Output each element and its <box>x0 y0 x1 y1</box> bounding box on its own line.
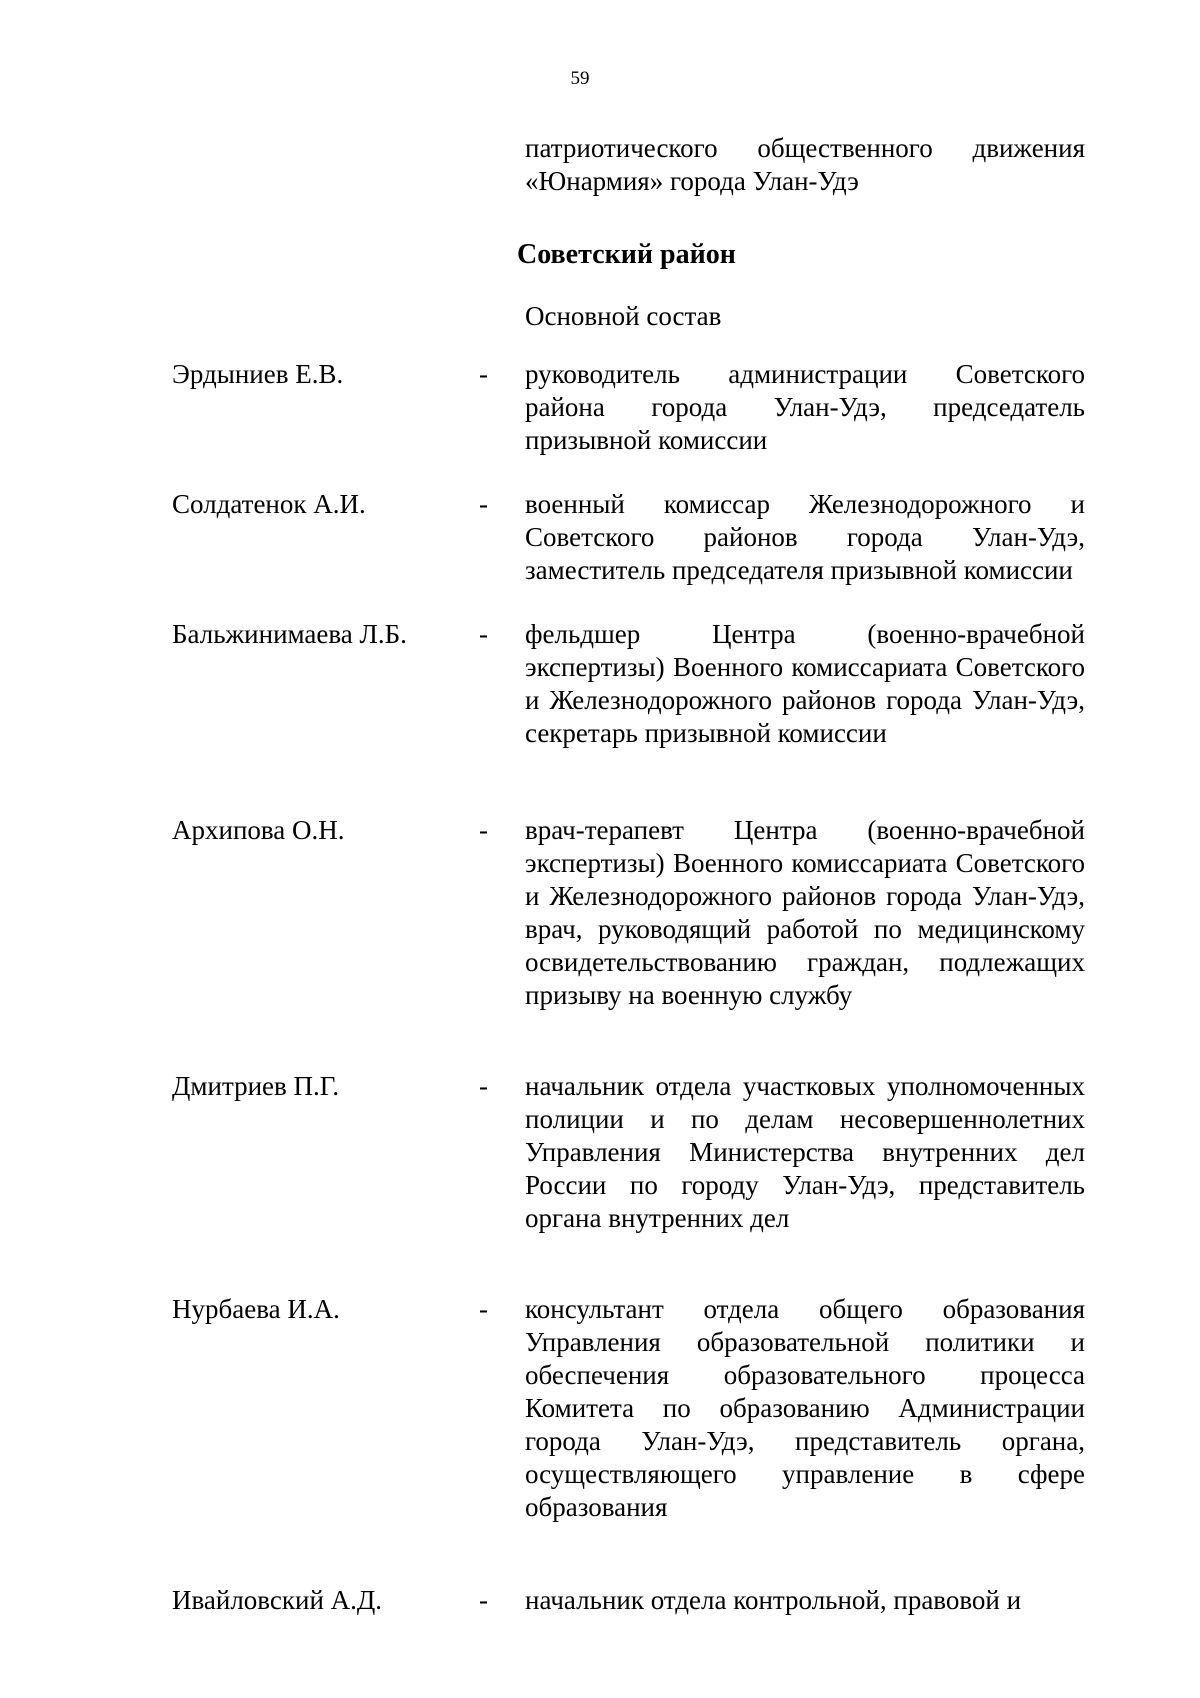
member-separator: - <box>479 359 488 389</box>
member-separator: - <box>479 489 488 519</box>
member-name: Дмитриев П.Г. <box>172 1071 340 1101</box>
member-role: руководитель администрации Советского района города Улан-Удэ, председатель призывной комиссии <box>525 359 1085 455</box>
section-title: Советский район <box>517 239 736 270</box>
member-role: начальник отдела контрольной, правовой и <box>525 1585 1022 1615</box>
subsection-title: Основной состав <box>525 301 722 331</box>
member-name: Эрдыниев Е.В. <box>172 359 344 389</box>
member-name: Архипова О.Н. <box>172 815 345 845</box>
member-role: врач-терапевт Центра (военно-врачебной экспертизы) Военного комиссариата Советского и Железнодорожного районов города Улан-Удэ, врач, руководящий работой по медицинскому освидетельствованию граждан, подлежащих призыву на военную службу <box>525 815 1085 1010</box>
member-name: Ивайловский А.Д. <box>172 1585 383 1615</box>
member-role: фельдшер Центра (военно-врачебной экспертизы) Военного комиссариата Советского и Железнодорожного районов города Улан-Удэ, секретарь призывной комиссии <box>525 619 1085 748</box>
member-separator: - <box>479 1071 488 1101</box>
member-separator: - <box>479 815 488 845</box>
page-number: 59 <box>570 68 590 89</box>
member-separator: - <box>479 1294 488 1324</box>
member-name: Солдатенок А.И. <box>172 489 366 519</box>
member-separator: - <box>479 619 488 649</box>
member-role: военный комиссар Железнодорожного и Советского районов города Улан-Удэ, заместитель председателя призывной комиссии <box>525 489 1085 585</box>
member-separator: - <box>479 1585 488 1615</box>
continuation-text: патриотического общественного движения «Юнармия» города Улан-Удэ <box>525 133 1085 196</box>
member-role: начальник отдела участковых уполномоченных полиции и по делам несовершеннолетних Управления Министерства внутренних дел России по городу Улан-Удэ, представитель органа внутренних дел <box>525 1071 1085 1233</box>
member-name: Бальжинимаева Л.Б. <box>172 619 407 649</box>
member-name: Нурбаева И.А. <box>172 1294 340 1324</box>
member-role: консультант отдела общего образования Управления образовательной политики и обеспечения образовательного процесса Комитета по образованию Администрации города Улан-Удэ, представитель органа, осуществляющего управление в сфере образования <box>525 1294 1085 1522</box>
